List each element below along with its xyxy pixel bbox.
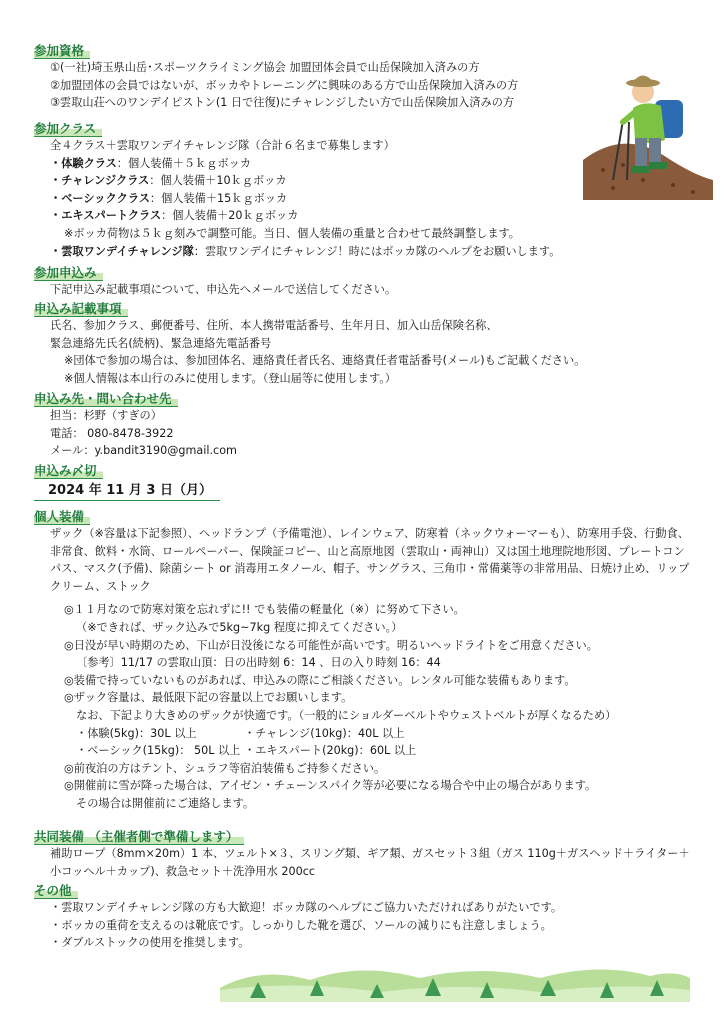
- deadline-date: 2024 年 11 月 3 日（月）: [34, 482, 220, 501]
- qualification-item-1: ①(一社)埼玉県山岳･スポーツクライミング協会 加盟団体会員で山岳保険加入済みの方: [50, 61, 480, 74]
- class-item: [34, 172, 560, 190]
- section-other: [34, 880, 562, 952]
- pack-size: ・チャレンジ(10kg)：40L 以上: [244, 726, 405, 740]
- classes-note: ※ボッカ荷物は５ｋｇ刻みで調整可能。当日、個人装備の重量と合わせて最終調整します。: [64, 226, 520, 240]
- challenge-name: ・雲取ワンデイチャレンジ隊: [50, 244, 194, 258]
- section-title: その他: [34, 883, 78, 899]
- gear-note: ◎開催前に雪が降った場合は、アイゼン・チェーンスパイク等が必要になる場合や中止の場合があります。: [64, 779, 597, 793]
- class-desc: ：個人装備＋10ｋｇボッカ: [149, 174, 287, 188]
- section-personal-gear: [34, 506, 690, 813]
- section-apply: [34, 262, 396, 299]
- class-desc: ：個人装備＋15ｋｇボッカ: [149, 191, 288, 205]
- gear-note: ◎前夜泊の方はテント、シュラフ等宿泊装備もご持参ください。: [64, 761, 386, 775]
- gear-list: ザック（※容量は下記参照）、ヘッドランプ（予備電池）、レインウェア、防寒着（ネックウォーマーも）、防寒用手袋、行動食、非常食、飲料・水筒、ロールペーパー、保険証コピー、山と高原地図（雲取山・両神山）又は国土地理院地形図、プレートコンパス、マスク(予備)、除菌シート or 消毒用エタノール、帽子、サングラス、三角巾・常備薬等の非常用品、日焼け止め、リップクリーム、ストック: [50, 527, 690, 593]
- challenge-desc: ：雲取ワンデイにチャレンジ！時にはボッカ隊のヘルプをお願いします。: [193, 244, 561, 258]
- gear-note: 〔参考〕11/17 の雲取山頂：日の出時刻 6：14 、日の入り時刻 16：44: [76, 656, 441, 670]
- qualification-item-3: ③雲取山荘へのワンデイピストン(1 日で往復)にチャレンジしたい方で山岳保険加入済みの方: [50, 96, 515, 110]
- class-desc: ：個人装備＋20ｋｇボッカ: [161, 209, 299, 223]
- class-item: [34, 155, 560, 173]
- section-classes: [34, 118, 560, 260]
- form-items-note: ※団体で参加の場合は、参加団体名、連絡責任者氏名、連絡責任者電話番号(メール)もご記載ください。: [64, 354, 586, 368]
- challenge-item: [34, 243, 560, 261]
- class-name: ・ベーシッククラス: [50, 191, 150, 205]
- gear-note: ◎ザック容量は、最低限下記の容量以上でお願いします。: [64, 691, 353, 705]
- gear-note: ◎１１月なので防寒対策を忘れずに!! でも装備の軽量化（※）に努めて下さい。: [64, 603, 465, 617]
- gear-note: その場合は開催前にご連絡します。: [76, 796, 255, 810]
- section-deadline: [34, 460, 220, 501]
- gear-note: なお、下記より大きめのザックが快適です。（一般的にショルダーベルトやウェストベルトが厚くなるため）: [76, 708, 617, 722]
- class-item: [34, 207, 560, 225]
- form-items-line: 緊急連絡先氏名(続柄)、緊急連絡先電話番号: [50, 336, 272, 350]
- section-title: 参加クラス: [34, 121, 102, 137]
- gear-note: ◎装備で持っていないものがあれば、申込みの際にご相談ください。レンタル可能な装備もあります。: [64, 673, 576, 687]
- pack-size: ・ベーシック(15kg)： 50L 以上: [76, 744, 241, 758]
- class-desc: ：個人装備＋５ｋｇボッカ: [116, 156, 252, 170]
- form-items-line: 氏名、参加クラス、郵便番号、住所、本人携帯電話番号、生年月日、加入山岳保険名称、: [50, 319, 498, 332]
- contact-phone: 電話： 080-8478-3922: [50, 426, 174, 440]
- class-name: ・チャレンジクラス: [50, 174, 150, 188]
- section-title: 共同装備 （主催者側で準備します）: [34, 829, 244, 845]
- gear-note: （※できれば、ザック込みで5kg~7kg 程度に抑えてください。）: [76, 620, 403, 634]
- contact-email: メール：y.bandit3190@gmail.com: [50, 444, 237, 458]
- apply-text: 下記申込み記載事項について、申込先へメールで送信してください。: [50, 283, 397, 296]
- pack-size-row: [34, 742, 690, 760]
- section-title: 参加申込み: [34, 265, 103, 281]
- section-title: 申込み〆切: [34, 463, 103, 479]
- other-item: ・雲取ワンデイチャレンジ隊の方も大歓迎！ボッカ隊のヘルプにご協力いただければありがたいです。: [50, 901, 563, 914]
- pack-size: ・エキスパート(20kg)：60L 以上: [244, 744, 417, 758]
- section-contact: [34, 388, 237, 460]
- gear-note: ◎日没が早い時期のため、下山が日没後になる可能性が高いです。明るいヘッドライトをご用意ください。: [64, 638, 598, 652]
- section-title: 参加資格: [34, 43, 90, 59]
- hiker-illustration: [583, 60, 713, 200]
- shared-gear-text: 補助ロープ（8mm×20m）1 本、ツェルト×３、スリング類、ギア類、ガスセット３組（ガス 110g＋ガスヘッド＋ライター＋小コッヘル＋カップ)、救急セット＋洗浄用水 200cc: [50, 847, 690, 878]
- class-name: ・エキスパートクラス: [50, 209, 162, 223]
- section-title: 個人装備: [34, 509, 90, 525]
- other-item: ・ダブルストックの使用を推奨します。: [50, 936, 250, 950]
- class-item: [34, 190, 560, 208]
- section-form-items: [34, 298, 585, 387]
- section-title: 申込み記載事項: [34, 301, 128, 317]
- section-shared-gear: [34, 826, 690, 880]
- pack-size: ・体験(5kg)：30L 以上: [76, 726, 197, 740]
- contact-person: 担当：杉野（すぎの）: [50, 409, 162, 422]
- qualification-item-2: ②加盟団体の会員ではないが、ボッカやトレーニングに興味のある方で山岳保険加入済みの方: [50, 78, 519, 92]
- form-items-note: ※個人情報は本山行のみに使用します。（登山届等に使用します。）: [64, 371, 397, 385]
- pack-size-row: [34, 725, 690, 743]
- other-item: ・ボッカの重荷を支えるのは靴底です。しっかりした靴を選び、ソールの減りにも注意しましょう。: [50, 918, 552, 932]
- classes-intro: 全４クラス＋雲取ワンデイチャレンジ隊（合計６名まで募集します）: [50, 139, 395, 152]
- forest-hills-illustration: [220, 958, 690, 1002]
- section-qualification: [34, 40, 518, 112]
- section-title: 申込み先・問い合わせ先: [34, 391, 178, 407]
- class-name: ・体験クラス: [50, 156, 117, 170]
